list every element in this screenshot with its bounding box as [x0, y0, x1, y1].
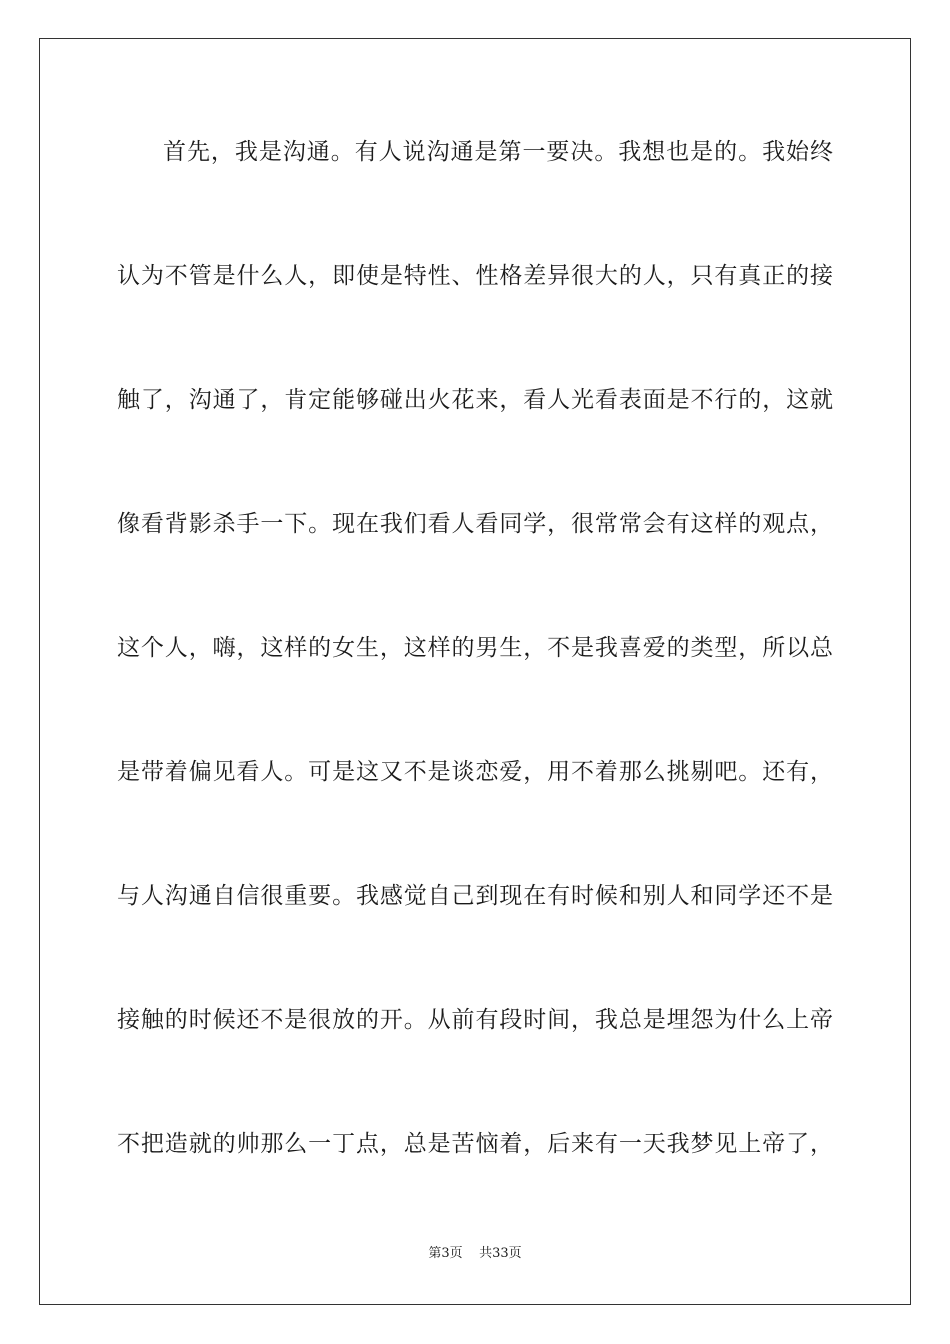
paragraph-line: 认为不管是什么人，即使是特性、性格差异很大的人，只有真正的接: [117, 263, 833, 289]
page-number-footer: 第3页 共33页: [428, 1246, 522, 1261]
paragraph-line: 是带着偏见看人。可是这又不是谈恋爱，用不着那么挑剔吧。还有，: [117, 759, 833, 785]
paragraph-line: 触了，沟通了，肯定能够碰出火花来，看人光看表面是不行的，这就: [117, 387, 833, 413]
paragraph-line: 接触的时候还不是很放的开。从前有段时间，我总是埋怨为什么上帝: [117, 1007, 833, 1033]
paragraph-line: 首先，我是沟通。有人说沟通是第一要决。我想也是的。我始终: [163, 139, 833, 165]
paragraph-line: 与人沟通自信很重要。我感觉自己到现在有时候和别人和同学还不是: [117, 883, 833, 909]
paragraph-line: 这个人，嗨，这样的女生，这样的男生，不是我喜爱的类型，所以总: [117, 635, 833, 661]
page-border: [39, 38, 911, 1305]
paragraph-line: 像看背影杀手一下。现在我们看人看同学，很常常会有这样的观点，: [117, 511, 833, 537]
paragraph-line: 不把造就的帅那么一丁点，总是苦恼着，后来有一天我梦见上帝了，: [117, 1131, 833, 1157]
